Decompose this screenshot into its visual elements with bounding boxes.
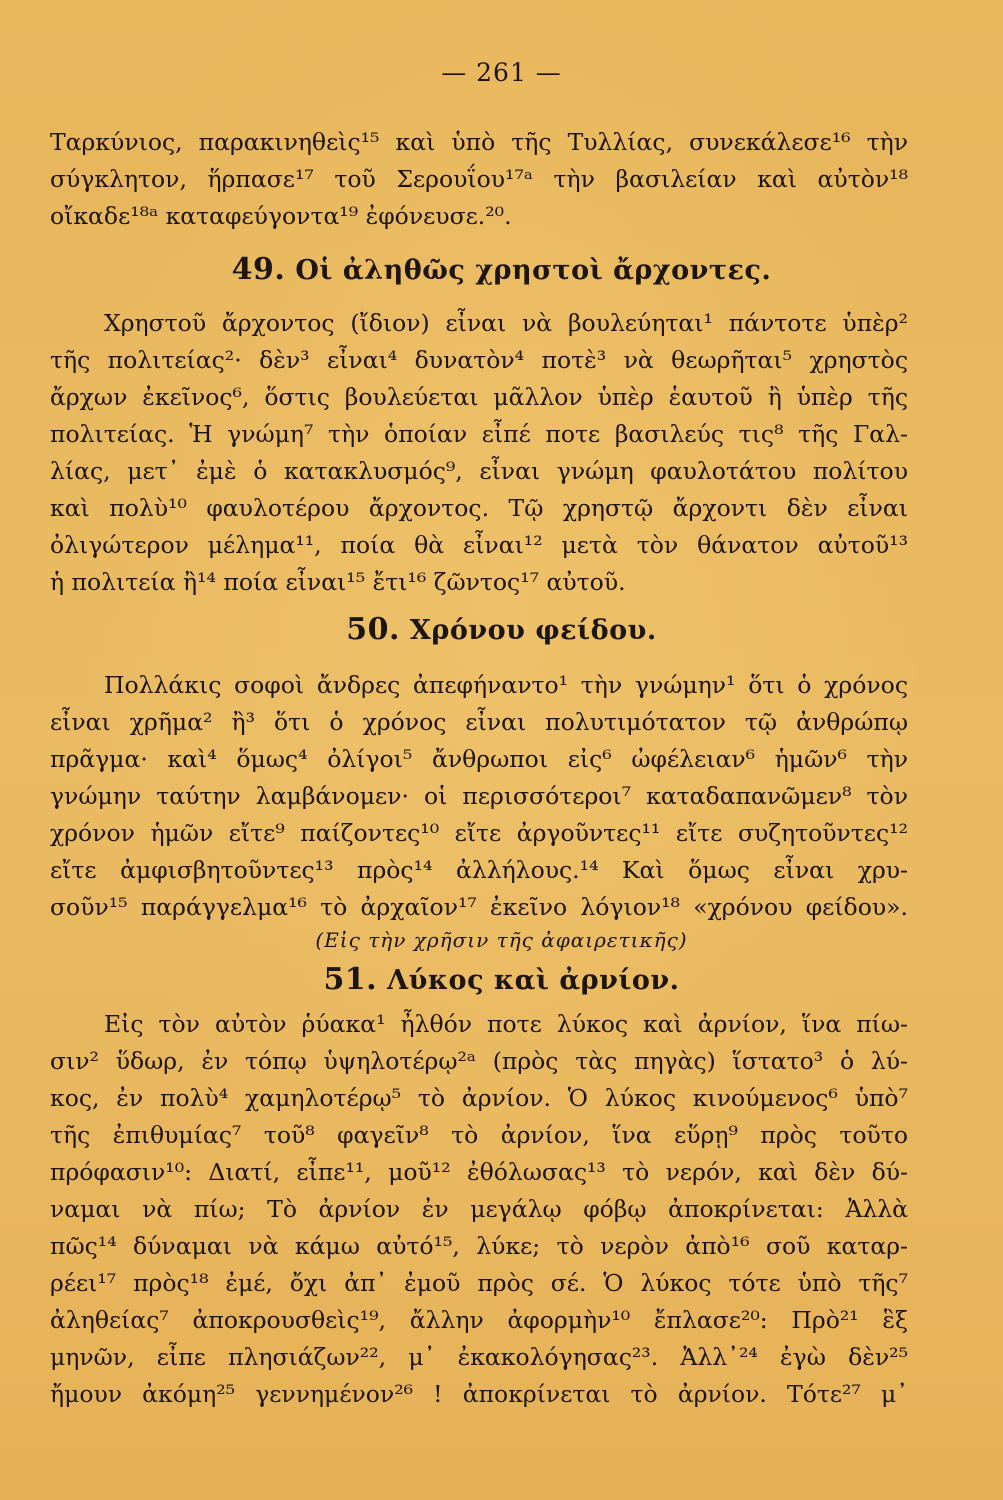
text-line: γνώμην ταύτην λαμβάνομεν· οἱ περισσότεροι⁷ καταδαπανῶμεν⁸ τὸν xyxy=(50,782,908,810)
text-line: ἤμουν ἀκόμη²⁵ γεννημένον²⁶ ! ἀποκρίνεται τὸ ἀρνίον. Τότε²⁷ μ᾽ xyxy=(50,1380,908,1408)
section-50-title: Χρόνου φείδου. xyxy=(409,615,657,646)
section-50-source-note: (Εἰς τὴν χρῆσιν τῆς ἀφαιρετικῆς) xyxy=(315,928,688,952)
section-49-number: 49. xyxy=(231,252,286,287)
text-line: οἴκαδε¹⁸ᵃ καταφεύγοντα¹⁹ ἐφόνευσε.²⁰. xyxy=(50,202,512,230)
section-51-title: Λύκος καὶ ἀρνίον. xyxy=(387,965,680,996)
text-line: σιν² ὕδωρ, ἐν τόπῳ ὑψηλοτέρῳ²ᵃ (πρὸς τὰς πηγὰς) ἵστατο³ ὁ λύ- xyxy=(50,1047,908,1075)
text-line: ἀληθείας⁷ ἀποκρουσθεὶς¹⁹, ἄλλην ἀφορμὴν¹⁰ ἔπλασε²⁰: Πρὸ²¹ ἓξ xyxy=(50,1306,908,1334)
section-49-heading xyxy=(0,252,1003,287)
text-line: τῆς πολιτείας²· δὲν³ εἶναι⁴ δυνατὸν⁴ ποτὲ³ νὰ θεωρῆται⁵ χρηστὸς xyxy=(50,346,908,374)
text-line: ἡ πολιτεία ἢ¹⁴ ποία εἶναι¹⁵ ἔτι¹⁶ ζῶντος¹⁷ αὐτοῦ. xyxy=(50,568,626,596)
text-line: σοῦν¹⁵ παράγγελμα¹⁶ τὸ ἀρχαῖον¹⁷ ἐκεῖνο λόγιον¹⁸ «χρόνου φείδου». xyxy=(50,893,908,921)
text-line: τῆς ἐπιθυμίας⁷ τοῦ⁸ φαγεῖν⁸ τὸ ἀρνίον, ἵνα εὕρῃ⁹ πρὸς τοῦτο xyxy=(50,1121,908,1149)
section-50-number: 50. xyxy=(346,612,400,647)
text-line: χρόνον ἡμῶν εἴτε⁹ παίζοντες¹⁰ εἴτε ἀργοῦντες¹¹ εἴτε συζητοῦντες¹² xyxy=(50,819,908,847)
text-line: πολιτείας. Ἡ γνώμη⁷ τὴν ὁποίαν εἶπέ ποτε βασιλεύς τις⁸ τῆς Γαλ- xyxy=(50,420,908,448)
text-line: ὀλιγώτερον μέλημα¹¹, ποία θὰ εἶναι¹² μετὰ τὸν θάνατον αὐτοῦ¹³ xyxy=(50,531,908,559)
section-51-heading xyxy=(0,962,1003,997)
page-number: — 261 — xyxy=(441,58,562,87)
text-line: Ταρκύνιος, παρακινηθεὶς¹⁵ καὶ ὑπὸ τῆς Τυλλίας, συνεκάλεσε¹⁶ τὴν xyxy=(50,128,908,156)
text-line: πρᾶγμα· καὶ⁴ ὅμως⁴ ὀλίγοι⁵ ἄνθρωποι εἰς⁶ ὠφέλειαν⁶ ἡμῶν⁶ τὴν xyxy=(50,745,908,773)
text-line: ναμαι νὰ πίω; Τὸ ἀρνίον ἐν μεγάλῳ φόβῳ ἀποκρίνεται: Ἀλλὰ xyxy=(50,1195,908,1223)
text-line: εἶναι χρῆμα² ἢ³ ὅτι ὁ χρόνος εἶναι πολυτιμότατον τῷ ἀνθρώπῳ xyxy=(50,708,908,736)
text-line: καὶ πολὺ¹⁰ φαυλοτέρου ἄρχοντος. Τῷ χρηστῷ ἄρχοντι δὲν εἶναι xyxy=(50,494,908,522)
text-line: κος, ἐν πολὺ⁴ χαμηλοτέρῳ⁵ τὸ ἀρνίον. Ὁ λύκος κινούμενος⁶ ὑπὸ⁷ xyxy=(50,1084,908,1112)
section-50-heading xyxy=(0,612,1003,647)
text-line: μηνῶν, εἶπε πλησιάζων²², μ᾽ ἐκακολόγησας²³. Ἀλλ᾽²⁴ ἐγὼ δὲν²⁵ xyxy=(50,1343,908,1371)
text-line: πρόφασιν¹⁰: Διατί, εἶπε¹¹, μοῦ¹² ἐθόλωσας¹³ τὸ νερόν, καὶ δὲν δύ- xyxy=(50,1158,908,1186)
text-line: πῶς¹⁴ δύναμαι νὰ κάμω αὐτό¹⁵, λύκε; τὸ νερὸν ἀπὸ¹⁶ σοῦ καταρ- xyxy=(50,1232,908,1260)
text-line: Εἰς τὸν αὐτὸν ῥύακα¹ ἦλθόν ποτε λύκος καὶ ἀρνίον, ἵνα πίω- xyxy=(104,1010,908,1038)
text-line: σύγκλητον, ἥρπασε¹⁷ τοῦ Σερουΐου¹⁷ᵃ τὴν βασιλείαν καὶ αὐτὸν¹⁸ xyxy=(50,165,908,193)
intro-paragraph xyxy=(50,124,908,235)
text-line: Χρηστοῦ ἄρχοντος (ἴδιον) εἶναι νὰ βουλεύηται¹ πάντοτε ὑπὲρ² xyxy=(104,309,908,337)
section-49-title: Οἱ ἀληθῶς χρηστοὶ ἄρχοντες. xyxy=(295,255,772,286)
text-line: εἴτε ἀμφισβητοῦντες¹³ πρὸς¹⁴ ἀλλήλους.¹⁴ Καὶ ὅμως εἶναι χρυ- xyxy=(50,856,908,884)
section-49-body xyxy=(50,305,908,601)
text-line: λίας, μετ᾽ ἐμὲ ὁ κατακλυσμός⁹, εἶναι γνώμη φαυλοτάτου πολίτου xyxy=(50,457,908,485)
section-50-body xyxy=(50,667,908,926)
text-line: ἄρχων ἐκεῖνος⁶, ὅστις βουλεύεται μᾶλλον ὑπὲρ ἑαυτοῦ ἢ ὑπὲρ τῆς xyxy=(50,383,908,411)
text-line: ρέει¹⁷ πρὸς¹⁸ ἐμέ, ὄχι ἀπ᾽ ἐμοῦ πρὸς σέ. Ὁ λύκος τότε ὑπὸ τῆς⁷ xyxy=(50,1269,908,1297)
text-line: Πολλάκις σοφοὶ ἄνδρες ἀπεφήναντο¹ τὴν γνώμην¹ ὅτι ὁ χρόνος xyxy=(104,671,908,699)
section-51-number: 51. xyxy=(323,962,378,997)
section-51-body xyxy=(50,1006,908,1413)
